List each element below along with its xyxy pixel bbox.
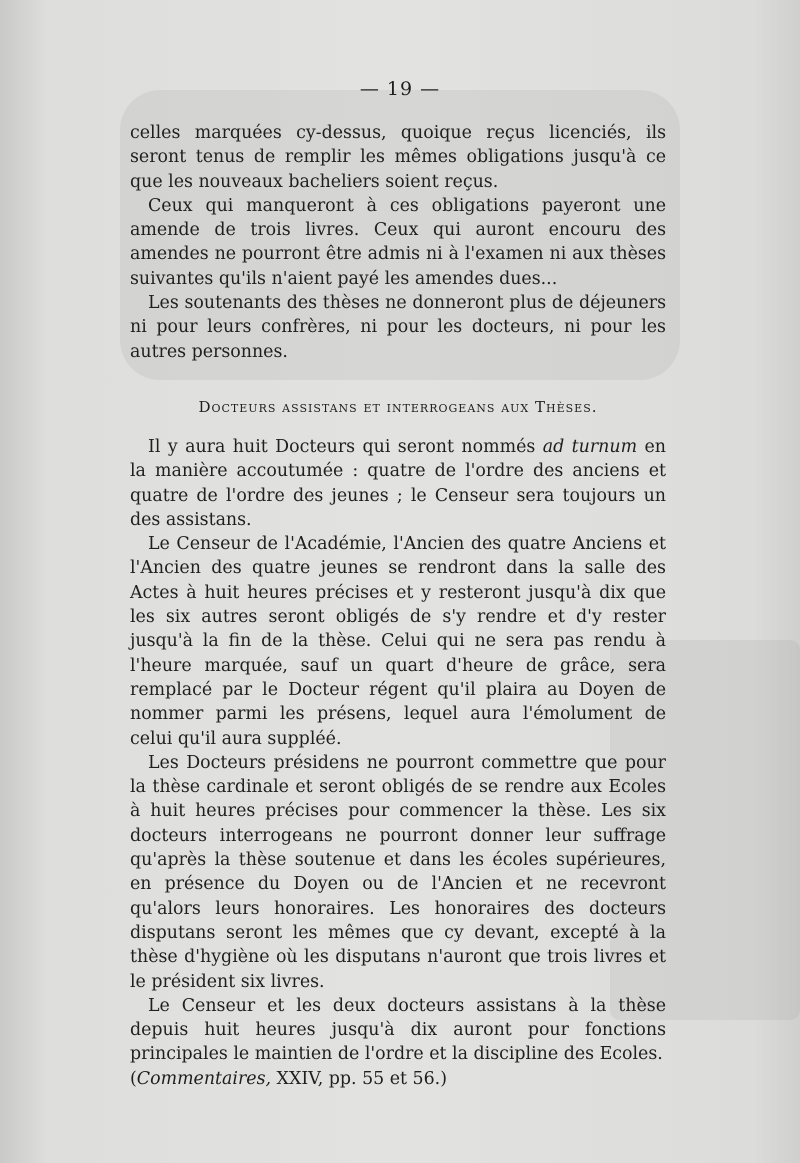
- citation-open: (: [130, 1068, 137, 1089]
- paragraph-7: Le Censeur et les deux docteurs assistans à la thèse depuis huit heures jusqu'à dix auront pour fonctions principales le maintien de l'ordre et la discipline des Ecoles.: [130, 995, 666, 1065]
- paragraph-5: Le Censeur de l'Académie, l'Ancien des quatre Anciens et l'Ancien des quatre jeunes se rendront dans la salle des Actes à huit heures précises et y resteront jusqu'à dix que les six autres seront obligés de s'y rendre et d'y rester jusqu'à la fin de la thèse. Celui qui ne sera pas rendu à l'heure marquée, sauf un quart d'heure de grâce, sera remplacé par le Docteur régent qu'il plaira au Doyen de nommer parmi les présens, lequel aura l'émolument de celui qu'il aura suppléé.: [130, 534, 666, 749]
- main-text: [130, 121, 666, 1091]
- paragraph-4-start: Il y aura huit Docteurs qui seront nommés: [148, 436, 543, 457]
- paragraph-2: Ceux qui manqueront à ces obligations payeront une amende de trois livres. Ceux qui auront encouru des amendes ne pourront être admis ni à l'examen ni aux thèses suivantes qu'ils n'aient payé les amendes dues...: [130, 195, 666, 289]
- citation: [130, 1067, 666, 1091]
- paragraph-6: Les Docteurs présidens ne pourront commettre que pour la thèse cardinale et seront obligés de se rendre aux Ecoles à huit heures précises pour commencer la thèse. Les six docteurs interrogeans ne pourront donner leur suffrage qu'après la thèse soutenue et dans les écoles supérieures, en présence du Doyen ou de l'Ancien et ne recevront qu'alors leurs honoraires. Les honoraires des docteurs disputans seront les mêmes que cy devant, excepté à la thèse d'hygiène où les disputans n'auront que trois livres et le président six livres.: [130, 752, 666, 992]
- paragraph-1: celles marquées cy-dessus, quoique reçus licenciés, ils seront tenus de remplir les mêmes obligations jusqu'à ce que les nouveaux bacheliers soient reçus.: [130, 123, 666, 192]
- paragraph-3: Les soutenants des thèses ne donneront plus de déjeuners ni pour leurs confrères, ni pour les docteurs, ni pour les autres personnes.: [130, 293, 666, 362]
- section-heading: [130, 397, 666, 417]
- paragraph-4-end: en la manière accoutumée : quatre de l'ordre des anciens et quatre de l'ordre des jeunes ; le Censeur sera toujours un des assistans.: [130, 436, 666, 530]
- paragraph-4: [130, 435, 666, 532]
- page-number: — 19 —: [359, 78, 441, 100]
- citation-reference: XXIV, pp. 55 et 56.): [271, 1068, 447, 1089]
- citation-source: Commentaires,: [136, 1068, 272, 1089]
- paragraph-4-italic: ad turnum: [542, 436, 638, 457]
- section-heading-text: Docteurs assistans et interrogeans aux Thèses.: [198, 397, 598, 416]
